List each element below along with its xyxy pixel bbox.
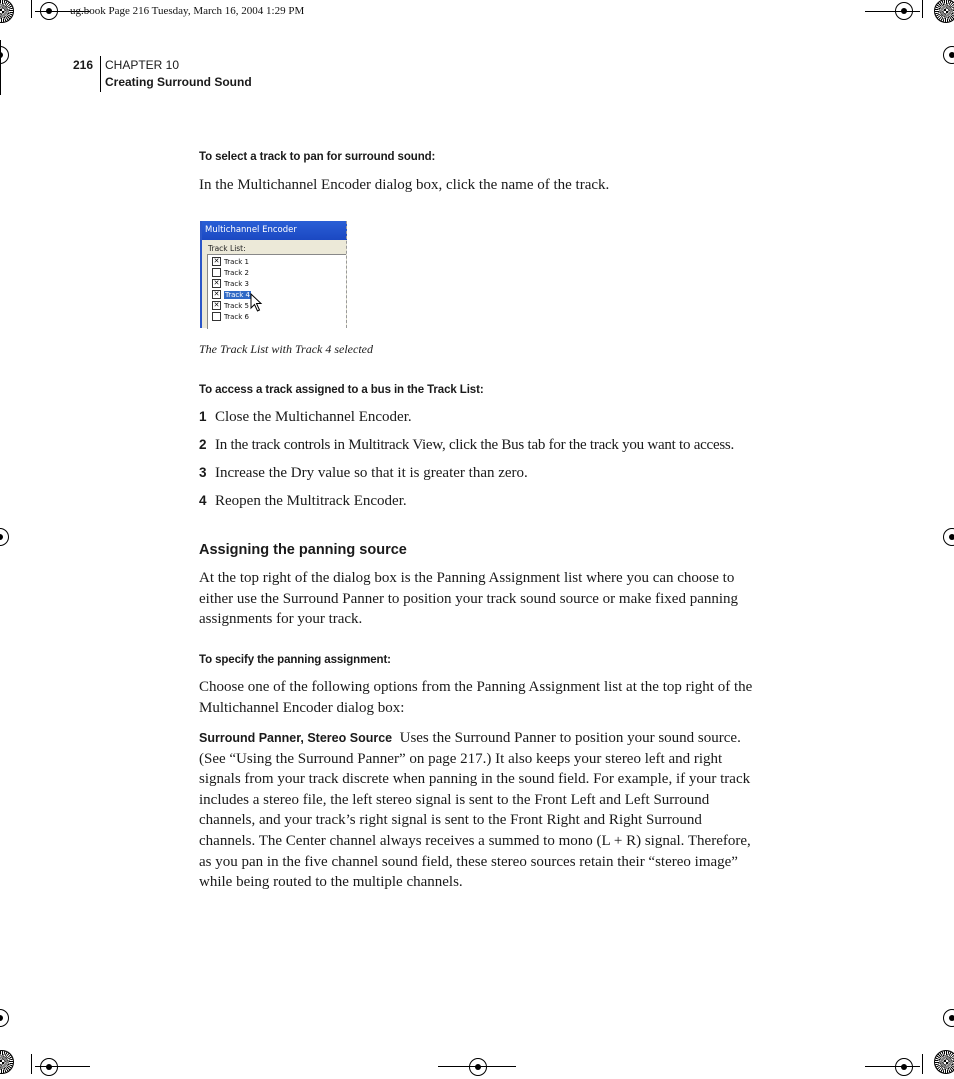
registration-mark-icon (940, 43, 954, 67)
track-item-selected[interactable] (212, 290, 251, 300)
track-list (207, 254, 346, 329)
crop-line (31, 1054, 32, 1074)
step-text: Reopen the Multitrack Encoder. (215, 493, 407, 509)
crop-line (922, 0, 923, 18)
crop-line (922, 1054, 923, 1074)
color-wheel-icon (0, 0, 14, 23)
dialog-title: Multichannel Encoder (202, 221, 347, 240)
track-label: Track 6 (224, 313, 249, 321)
track-item[interactable] (212, 279, 249, 289)
track-label: Track 5 (224, 302, 249, 310)
list-item (199, 465, 528, 482)
step-number: 1 (199, 409, 207, 424)
page-number: 216 (73, 58, 94, 72)
track-label: Track 1 (224, 258, 249, 266)
step-text: In the track controls in Multitrack View, click the Bus tab for the track you want to access. (215, 437, 735, 453)
registration-mark-icon (940, 525, 954, 549)
track-item[interactable] (212, 312, 249, 322)
crop-line (865, 1066, 920, 1067)
step-number: 4 (199, 493, 207, 508)
crop-edge (345, 221, 347, 328)
chapter-title: Creating Surround Sound (105, 75, 252, 89)
color-wheel-icon (934, 0, 954, 23)
figure-caption: The Track List with Track 4 selected (199, 342, 373, 356)
chapter-number: CHAPTER 10 (105, 58, 180, 72)
registration-mark-icon (892, 1055, 916, 1079)
header-divider (100, 56, 101, 92)
color-wheel-icon (934, 1050, 954, 1074)
track-label: Track 4 (225, 291, 250, 299)
crop-line (0, 40, 1, 95)
body-paragraph: In the Multichannel Encoder dialog box, click the name of the track. (199, 177, 610, 193)
procedure-heading: To specify the panning assignment: (199, 654, 391, 666)
track-label: Track 3 (224, 280, 249, 288)
mouse-cursor-icon (250, 293, 264, 313)
definition-paragraph (199, 728, 759, 893)
list-item (199, 437, 734, 454)
crop-line (438, 1066, 516, 1067)
checkbox[interactable]: ✕ (213, 278, 220, 287)
body-paragraph: At the top right of the dialog box is the Panning Assignment list where you can choose to either use the Surround Panner to position your track sound source or make fixed panning assignments for your track. (199, 570, 739, 628)
multichannel-encoder-dialog (200, 221, 347, 328)
list-item (199, 493, 407, 510)
body-paragraph: Choose one of the following options from the Panning Assignment list at the top right of the Multichannel Encoder dialog box: (199, 679, 753, 716)
registration-mark-icon (466, 1055, 490, 1079)
step-number: 2 (199, 437, 207, 452)
checkbox[interactable]: ✕ (213, 289, 220, 298)
crop-line (865, 11, 920, 12)
registration-mark-icon (37, 1055, 61, 1079)
crop-line (35, 1066, 90, 1067)
step-number: 3 (199, 465, 207, 480)
track-label: Track 2 (224, 269, 249, 277)
registration-mark-icon (940, 1006, 954, 1030)
running-header (105, 57, 252, 91)
track-list-label: Track List: (208, 244, 246, 253)
track-item[interactable] (212, 301, 249, 311)
checkbox[interactable]: ✕ (213, 256, 220, 265)
procedure-heading: To select a track to pan for surround sound: (199, 151, 436, 163)
track-item[interactable] (212, 257, 249, 267)
list-item (199, 409, 412, 426)
color-wheel-icon (0, 1050, 14, 1074)
registration-mark-icon (0, 43, 12, 67)
registration-mark-icon (0, 1006, 12, 1030)
checkbox[interactable]: ✕ (213, 300, 220, 309)
step-text: Close the Multichannel Encoder. (215, 409, 412, 425)
section-heading: Assigning the panning source (199, 542, 407, 558)
registration-mark-icon (0, 525, 12, 549)
definition-text: Uses the Surround Panner to position your sound source. (See “Using the Surround Panner” on page 217.) It also keeps your stereo left and right signals from your track discrete when panning in the sound field. For example, if your track includes a stereo file, the left stereo signal is sent to the Front Left and Left Surround channels, and your track’s right signal is sent to the Front Right and Right Surround channels. The Center channel always receives a summed to mono (L + R) signal. Therefore, as you pan in the five channel sound field, these stereo sources retain their “stereo image” while being routed to the multiple channels. (199, 730, 751, 891)
print-slug: ug.book Page 216 Tuesday, March 16, 2004 1:29 PM (70, 5, 305, 17)
track-item[interactable] (212, 268, 249, 278)
crop-line (31, 0, 32, 18)
checkbox[interactable] (212, 268, 221, 277)
checkbox[interactable] (212, 312, 221, 321)
definition-term: Surround Panner, Stereo Source (199, 731, 393, 745)
procedure-heading: To access a track assigned to a bus in the Track List: (199, 384, 484, 396)
step-text: Increase the Dry value so that it is greater than zero. (215, 465, 528, 481)
